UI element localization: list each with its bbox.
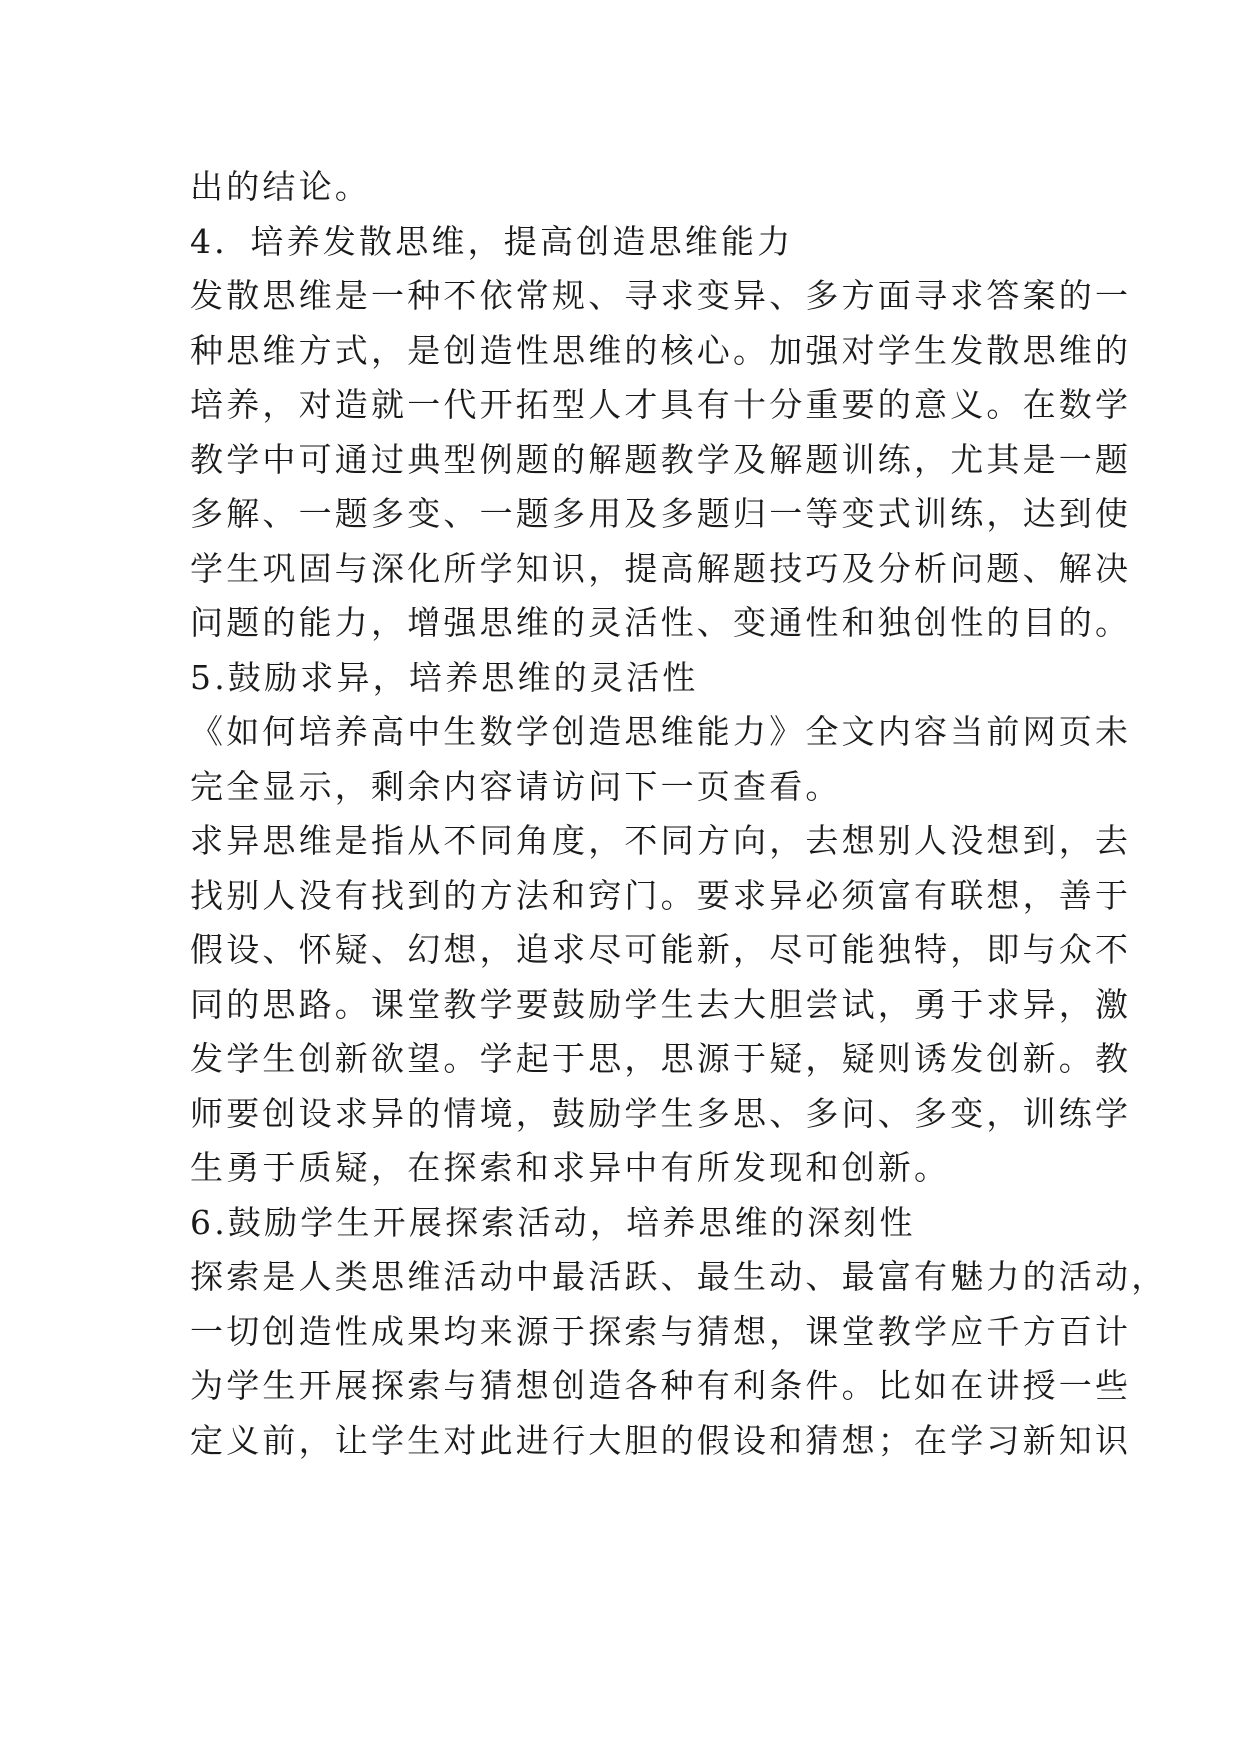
text-line: 种思维方式，是创造性思维的核心。加强对学生发散思维的 [190,330,1132,370]
text-line: 师要创设求异的情境，鼓励学生多思、多问、多变，训练学 [190,1093,1132,1133]
text-line: 一切创造性成果均来源于探索与猜想，课堂教学应千方百计 [190,1311,1132,1351]
text-line: 发散思维是一种不依常规、寻求变异、多方面寻求答案的一 [190,276,1132,315]
section-heading-4: 4．培养发散思维，提高创造思维能力 [190,221,794,261]
text-line: 求异思维是指从不同角度，不同方向，去想别人没想到，去 [190,821,1132,860]
text-line-continuation: 出的结论。 [190,167,371,206]
text-line: 学生巩固与深化所学知识，提高解题技巧及分析问题、解决 [190,548,1132,588]
notice-line: 《如何培养高中生数学创造思维能力》全文内容当前网页未 [190,712,1132,751]
section-heading-6: 6.鼓励学生开展探索活动，培养思维的深刻性 [190,1202,916,1242]
text-line: 培养，对造就一代开拓型人才具有十分重要的意义。在数学 [190,385,1132,424]
notice-line: 完全显示，剩余内容请访问下一页查看。 [190,766,842,806]
document-body [190,160,1168,1468]
text-line: 发学生创新欲望。学起于思，思源于疑，疑则诱发创新。教 [190,1039,1132,1078]
text-line: 找别人没有找到的方法和窍门。要求异必须富有联想，善于 [190,875,1132,915]
text-line: 假设、怀疑、幻想，追求尽可能新，尽可能独特，即与众不 [190,930,1132,969]
text-line: 探索是人类思维活动中最活跃、最生动、最富有魅力的活动， [190,1257,1168,1296]
text-line: 多解、一题多变、一题多用及多题归一等变式训练，达到使 [190,494,1132,533]
text-line: 定义前，让学生对此进行大胆的假设和猜想；在学习新知识 [190,1420,1132,1460]
text-line: 生勇于质疑，在探索和求异中有所发现和创新。 [190,1148,951,1187]
text-line: 问题的能力，增强思维的灵活性、变通性和独创性的目的。 [190,603,1132,642]
text-line: 教学中可通过典型例题的解题教学及解题训练，尤其是一题 [190,439,1132,479]
section-heading-5: 5.鼓励求异，培养思维的灵活性 [190,657,699,697]
text-line: 同的思路。课堂教学要鼓励学生去大胆尝试，勇于求异，激 [190,984,1132,1024]
text-line: 为学生开展探索与猜想创造各种有利条件。比如在讲授一些 [190,1366,1132,1405]
